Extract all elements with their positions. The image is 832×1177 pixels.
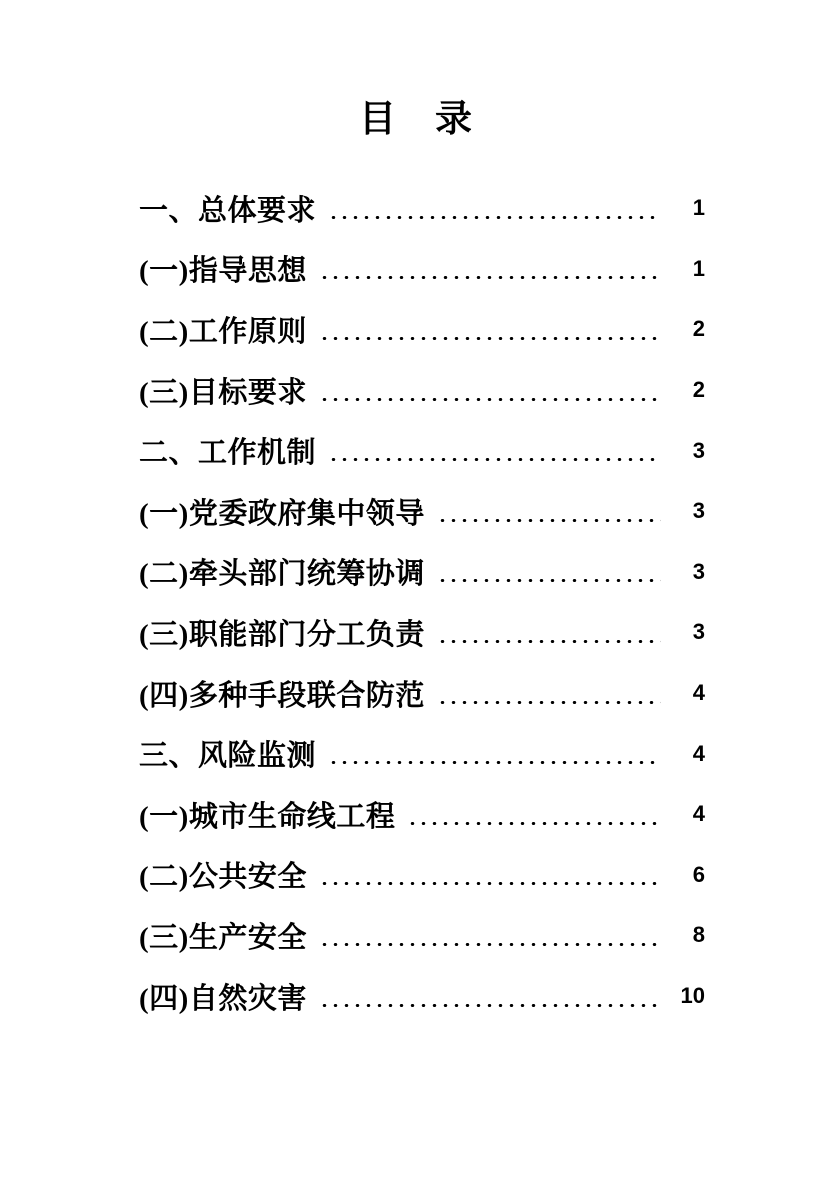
dot-leader <box>435 618 661 647</box>
toc-entry[interactable] <box>139 784 705 845</box>
toc-entry-page: 4 <box>692 740 705 766</box>
dot-leader <box>317 315 661 344</box>
toc-entry[interactable] <box>139 602 705 663</box>
toc-entry-page: 4 <box>692 680 705 706</box>
document-title: 目 录 <box>359 99 473 140</box>
toc-entry[interactable] <box>139 360 705 421</box>
toc-entry[interactable] <box>139 178 705 239</box>
toc-entry-label: 三、风险监测 <box>139 740 317 773</box>
toc-list <box>139 178 705 1026</box>
toc-entry-page: 4 <box>692 801 705 827</box>
toc-entry[interactable] <box>139 420 705 481</box>
toc-entry-page: 2 <box>692 316 705 342</box>
toc-entry-label: (二)牵头部门统筹协调 <box>139 558 425 591</box>
toc-entry[interactable] <box>139 481 705 542</box>
toc-entry-page: 3 <box>692 558 705 584</box>
dot-leader <box>317 982 661 1011</box>
dot-leader <box>317 860 661 889</box>
toc-entry-label: (一)城市生命线工程 <box>139 800 396 833</box>
dot-leader <box>435 497 661 526</box>
dot-leader <box>435 679 661 708</box>
toc-entry[interactable] <box>139 542 705 603</box>
toc-entry-page: 3 <box>692 498 705 524</box>
toc-entry-label: (一)党委政府集中领导 <box>139 497 425 530</box>
toc-entry[interactable] <box>139 663 705 724</box>
dot-leader <box>326 194 661 223</box>
toc-entry-label: 一、总体要求 <box>139 194 317 227</box>
toc-entry-label: (四)自然灾害 <box>139 982 307 1015</box>
dot-leader <box>317 921 661 950</box>
toc-entry-label: (二)公共安全 <box>139 861 307 894</box>
dot-leader <box>435 557 661 586</box>
toc-entry[interactable] <box>139 966 705 1027</box>
toc-entry-page: 6 <box>692 861 705 887</box>
toc-entry-page: 2 <box>692 377 705 403</box>
toc-entry-label: (三)目标要求 <box>139 376 307 409</box>
toc-entry-page: 1 <box>692 195 705 221</box>
toc-entry[interactable] <box>139 239 705 300</box>
toc-entry-page: 1 <box>692 255 705 281</box>
toc-entry-label: (三)生产安全 <box>139 921 307 954</box>
toc-entry-page: 3 <box>692 619 705 645</box>
toc-entry-page: 3 <box>692 437 705 463</box>
toc-entry-page: 8 <box>692 922 705 948</box>
toc-entry[interactable] <box>139 905 705 966</box>
dot-leader <box>326 436 661 465</box>
toc-entry[interactable] <box>139 299 705 360</box>
dot-leader <box>317 254 661 283</box>
toc-entry-page: 10 <box>680 983 705 1009</box>
dot-leader <box>317 376 661 405</box>
toc-entry-label: (三)职能部门分工负责 <box>139 618 425 651</box>
toc-entry-label: (四)多种手段联合防范 <box>139 679 425 712</box>
toc-entry-label: (二)工作原则 <box>139 315 307 348</box>
toc-entry-label: (一)指导思想 <box>139 255 307 288</box>
toc-entry[interactable] <box>139 845 705 906</box>
dot-leader <box>326 739 661 768</box>
toc-entry[interactable] <box>139 723 705 784</box>
dot-leader <box>405 800 661 829</box>
toc-entry-label: 二、工作机制 <box>139 437 317 470</box>
